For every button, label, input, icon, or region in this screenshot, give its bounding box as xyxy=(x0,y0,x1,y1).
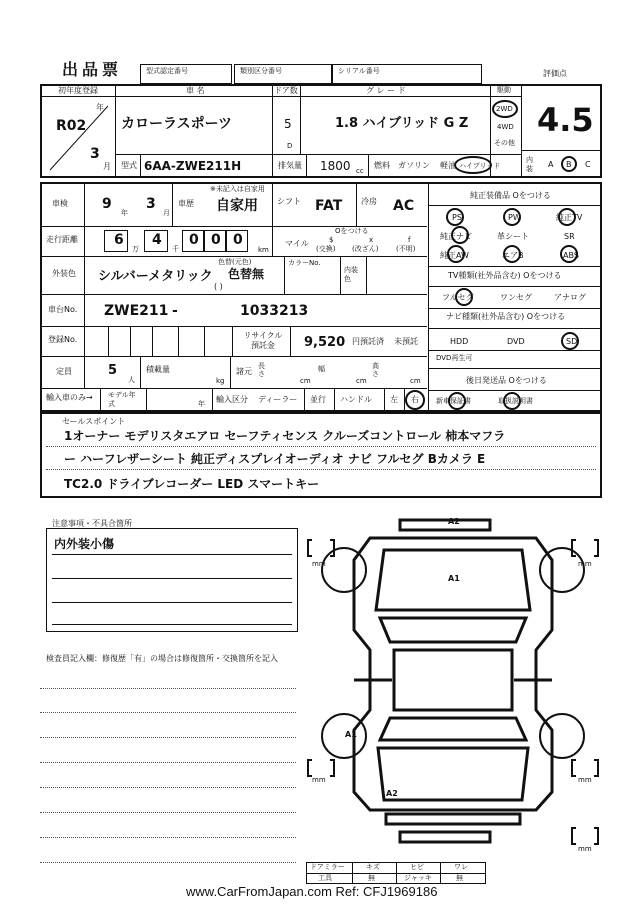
legend-h3: ヒビ xyxy=(410,863,424,871)
drive-other: その他 xyxy=(494,139,515,147)
type-approval-label: 型式認定番号 xyxy=(146,67,188,75)
doors-unit: D xyxy=(287,142,293,150)
navi-dvd: DVD xyxy=(507,337,525,346)
interior-c: C xyxy=(585,160,591,169)
sales-line-2: ー ハーフレザーシート 純正ディスプレイオーディオ ナビ フルセグ Bカメラ E xyxy=(64,452,486,466)
reg-month-unit: 月 xyxy=(103,162,111,171)
tamper-label: (改ざん) xyxy=(352,245,379,253)
legend-r4: 無 xyxy=(456,874,463,882)
equip-navi-circle xyxy=(451,226,469,244)
handle-right: 右 xyxy=(411,395,419,404)
damage-a1-hood: A1 xyxy=(448,574,460,583)
disp-value: 1800 xyxy=(320,159,351,173)
mm-tr: mm xyxy=(578,560,592,568)
tv-analog: アナログ xyxy=(554,293,586,302)
model-year-label: モデル年式 xyxy=(108,391,136,408)
inspection-year-unit: 年 xyxy=(121,209,128,217)
sales-label: セールスポイント xyxy=(62,417,126,426)
equip-sr: SR xyxy=(564,232,575,241)
tamper-mark: x xyxy=(369,236,374,244)
car-name: カローラスポーツ xyxy=(121,116,233,132)
len-cm: cm xyxy=(300,377,311,385)
mileage-sen: 千 xyxy=(172,245,179,253)
orig-color-value: 色替無 xyxy=(228,267,265,281)
equip-abs: ABS xyxy=(563,251,579,260)
handle-left: 左 xyxy=(390,395,398,404)
legend-r3: ジャッキ xyxy=(404,874,432,882)
sales-line-1: 1オーナー モデリスタエアロ セーフティセンス クルーズコントロール 柿本マフラ xyxy=(64,429,506,443)
drive-4wd: 4WD xyxy=(497,123,514,131)
mileage-d5: 0 xyxy=(233,232,243,248)
name-label: 車 名 xyxy=(186,86,205,95)
use-note: ※未記入は自家用 xyxy=(210,185,265,193)
mileage-d2: 4 xyxy=(152,232,162,248)
circle-note: Oをつける xyxy=(335,227,369,235)
import-dealer: ディーラー xyxy=(258,395,298,404)
mileage-man: 万 xyxy=(132,245,139,253)
import-parallel: 並行 xyxy=(310,395,326,404)
reg-label: 初年度登録 xyxy=(58,86,98,95)
int-color-label: 内装色 xyxy=(344,266,358,283)
capacity-value: 5 xyxy=(108,363,118,378)
equip-abs-circle xyxy=(560,245,578,263)
after-warranty-circle xyxy=(448,392,466,410)
disp-unit: cc xyxy=(356,167,364,175)
inspection-month-unit: 月 xyxy=(163,209,170,217)
tv-oneseg: ワンセグ xyxy=(500,293,532,302)
recycle-unit: 円預託済 xyxy=(352,337,384,346)
ac-label: 冷房 xyxy=(361,197,377,206)
recycle-not: 未預託 xyxy=(394,337,418,346)
interior-b: B xyxy=(566,160,572,169)
notes-label: 注意事項・不具合箇所 xyxy=(52,519,132,528)
equip-tv: 純正TV xyxy=(556,213,583,222)
unknown-label: (不明) xyxy=(396,245,416,253)
equip-pw: PW xyxy=(508,213,521,222)
navi-sd-circle xyxy=(561,332,579,350)
legend-h1: ドアミラー xyxy=(310,863,345,871)
mileage-d1: 6 xyxy=(114,232,124,248)
swap-label: (交換) xyxy=(316,245,336,253)
aftermarket-title: 後日発送品 Oをつける xyxy=(466,376,547,385)
doors-label: ドア数 xyxy=(274,86,298,95)
tv-fullseg: フルセグ xyxy=(442,293,474,302)
color-label: 外装色 xyxy=(52,269,76,278)
equip-aw: 純正AW xyxy=(440,251,469,260)
navi-hdd: HDD xyxy=(450,337,469,346)
use-value: 自家用 xyxy=(216,198,258,214)
after-warranty: 新車保証書 xyxy=(436,397,471,405)
import-label: 輸入車のみ→ xyxy=(46,393,93,402)
notes-text: 内外装小傷 xyxy=(54,537,115,551)
mm-rear: mm xyxy=(578,845,592,853)
swap-mark: $ xyxy=(329,236,334,244)
serial-label: シリアル番号 xyxy=(338,67,380,75)
height-cm: cm xyxy=(410,377,421,385)
equip-tv-circle xyxy=(558,208,576,226)
orig-color-label: 色替(元色) xyxy=(218,258,252,266)
mile-label: マイル xyxy=(285,239,309,248)
fuel-light: 軽油 xyxy=(440,161,456,170)
disp-label: 排気量 xyxy=(278,161,302,170)
fuel-label: 燃料 xyxy=(374,161,390,170)
mileage-d3: 0 xyxy=(189,232,199,248)
damage-a2-front: A2 xyxy=(448,517,460,526)
equip-ps-circle xyxy=(446,208,464,226)
interior-label: 内装 xyxy=(526,156,533,173)
navi-sd: SD xyxy=(566,337,578,346)
score-value: 4.5 xyxy=(537,101,594,139)
drive-2wd: 2WD xyxy=(496,105,513,113)
mileage-label: 走行距離 xyxy=(46,235,78,244)
width-label: 幅 xyxy=(318,365,325,373)
category-label: 類別区分番号 xyxy=(240,67,282,75)
equip-airbag: エアB xyxy=(502,251,524,260)
navi-title: ナビ種類(社外品含む) Oをつける xyxy=(446,312,566,321)
grade-value: 1.8 ハイブリッド G Z xyxy=(335,116,469,131)
import-class-label: 輸入区分 xyxy=(216,395,248,404)
load-unit: kg xyxy=(216,377,225,385)
capacity-label: 定員 xyxy=(56,367,72,376)
inspection-label: 車検 xyxy=(52,199,68,208)
tv-fullseg-circle xyxy=(455,288,473,306)
equip-aw-circle xyxy=(447,245,465,263)
inspection-year: 9 xyxy=(102,196,112,212)
form-title: 出品票 xyxy=(62,60,123,79)
dims-label: 諸元 xyxy=(236,367,252,376)
reg-month: 3 xyxy=(90,146,100,162)
fuel-gas: ガソリン xyxy=(398,161,430,170)
shift-label: シフト xyxy=(277,197,301,206)
chassis-number: 1033213 xyxy=(240,303,309,319)
use-label: 車歴 xyxy=(178,199,194,208)
interior-b-circle xyxy=(561,156,577,172)
legend-r2: 無 xyxy=(368,874,375,882)
inspector-label: 検査員記入欄：修復歴「有」の場合は修復箇所・交換箇所を記入 xyxy=(46,654,278,663)
grade-label: グ レ ー ド xyxy=(366,86,406,95)
model-value: 6AA-ZWE211H xyxy=(144,159,242,173)
chassis-label: 車台No. xyxy=(48,305,78,314)
equip-pw-circle xyxy=(503,208,521,226)
after-manual-circle xyxy=(503,392,521,410)
ac-value: AC xyxy=(393,198,415,214)
sales-line-3: TC2.0 ドライブレコーダー LED スマートキー xyxy=(64,477,320,491)
chassis-prefix: ZWE211 xyxy=(104,303,169,319)
mm-bl: mm xyxy=(312,776,326,784)
fuel-hybrid: ハイブリッド xyxy=(459,162,501,170)
mileage-km: km xyxy=(258,246,269,254)
mileage-d4: 0 xyxy=(211,232,221,248)
model-year-unit: 年 xyxy=(198,400,205,408)
model-label: 型式 xyxy=(121,161,137,170)
height-label: 高さ xyxy=(372,362,379,378)
color-no-label: カラーNo. xyxy=(288,259,321,267)
dvd-play: DVD再生可 xyxy=(436,354,473,362)
reg-no-label: 登録No. xyxy=(48,335,78,344)
mm-br: mm xyxy=(578,776,592,784)
equipment-title: 純正装備品 Oをつける xyxy=(470,191,551,200)
car-damage-diagram xyxy=(300,510,606,856)
legend-h4: ワレ xyxy=(454,863,468,871)
equip-airbag-circle xyxy=(503,245,521,263)
orig-color-paren: ( ) xyxy=(214,282,223,291)
fuel-hybrid-circle xyxy=(454,156,492,174)
damage-a1-left: A1 xyxy=(345,730,357,739)
legend-r1: 工具 xyxy=(318,874,332,882)
reg-year-unit: 年 xyxy=(96,103,104,112)
color-value: シルバーメタリック xyxy=(98,269,213,284)
load-label: 積載量 xyxy=(146,365,170,374)
after-manual: 取扱説明書 xyxy=(498,397,533,405)
drive-2wd-circle xyxy=(492,100,518,118)
tv-title: TV種類(社外品含む) Oをつける xyxy=(448,271,562,280)
shift-value: FAT xyxy=(315,198,343,214)
len-label: 長さ xyxy=(258,362,265,378)
capacity-unit: 人 xyxy=(128,376,135,384)
equip-ps: PS xyxy=(452,213,462,222)
interior-a: A xyxy=(548,160,554,169)
rating-label: 評価点 xyxy=(543,69,567,78)
reg-era: R02 xyxy=(56,118,87,134)
doors-value: 5 xyxy=(284,117,292,131)
watermark: www.CarFromJapan.com Ref: CFJ1969186 xyxy=(186,884,438,899)
mm-tl: mm xyxy=(312,560,326,568)
equip-leather: 革シート xyxy=(497,232,529,241)
legend-h2: キズ xyxy=(366,863,380,871)
handle-right-circle xyxy=(405,390,425,410)
recycle-value: 9,520 xyxy=(304,335,346,350)
chassis-dash: - xyxy=(172,303,178,319)
width-cm: cm xyxy=(356,377,367,385)
recycle-label: リサイクル預託金 xyxy=(243,331,283,350)
handle-label: ハンドル xyxy=(340,395,372,404)
equip-navi: 純正ナビ xyxy=(440,232,472,241)
drive-label: 駆動 xyxy=(497,86,511,94)
unknown-mark: f xyxy=(408,236,411,244)
inspection-month: 3 xyxy=(146,196,156,212)
damage-a2-rear: A2 xyxy=(386,789,398,798)
